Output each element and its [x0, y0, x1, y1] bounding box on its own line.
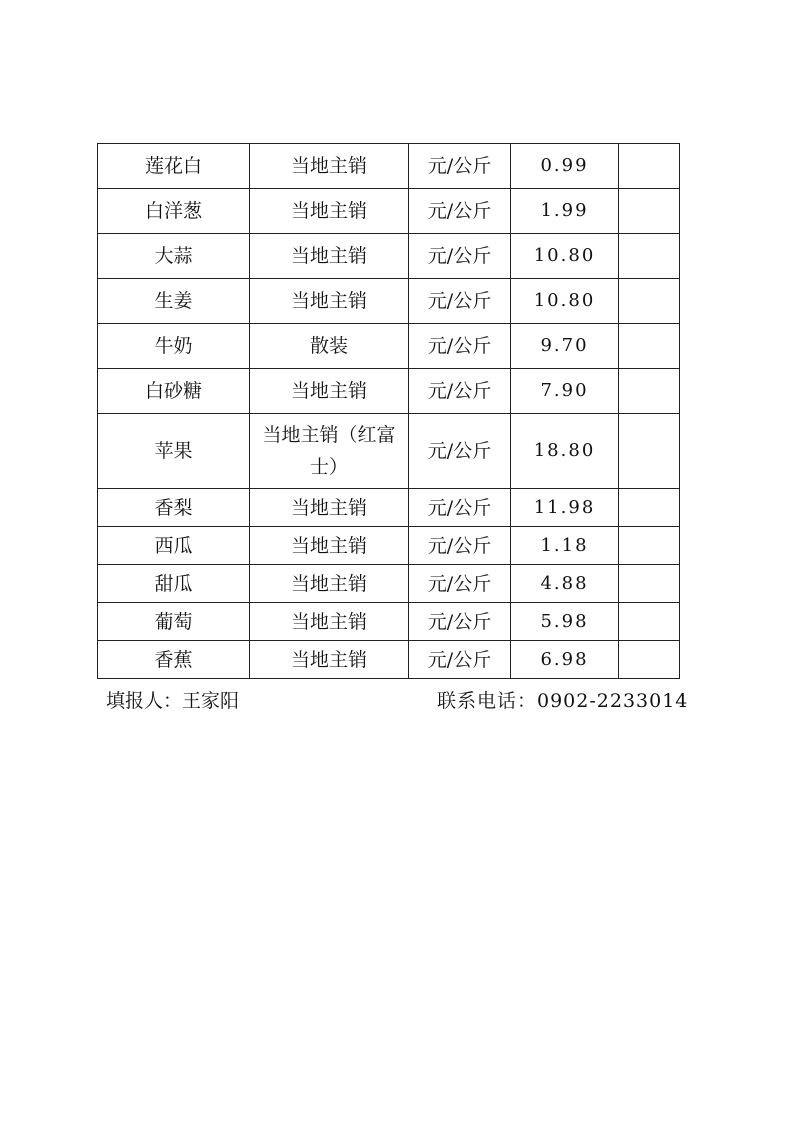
source-cell: 当地主销 — [250, 527, 409, 565]
price-cell: 10.80 — [511, 279, 619, 324]
source-cell: 当地主销 — [250, 234, 409, 279]
note-cell — [619, 234, 680, 279]
source-cell: 当地主销 — [250, 489, 409, 527]
note-cell — [619, 565, 680, 603]
table-row — [98, 324, 680, 369]
item-name-cell: 莲花白 — [98, 144, 250, 189]
note-cell — [619, 641, 680, 679]
unit-cell: 元/公斤 — [409, 324, 511, 369]
note-cell — [619, 414, 680, 489]
unit-cell: 元/公斤 — [409, 144, 511, 189]
table-row — [98, 279, 680, 324]
note-cell — [619, 144, 680, 189]
item-name-cell: 苹果 — [98, 414, 250, 489]
unit-cell: 元/公斤 — [409, 489, 511, 527]
price-cell: 18.80 — [511, 414, 619, 489]
price-cell: 10.80 — [511, 234, 619, 279]
table-row — [98, 144, 680, 189]
price-cell: 1.18 — [511, 527, 619, 565]
unit-cell: 元/公斤 — [409, 527, 511, 565]
note-cell — [619, 527, 680, 565]
note-cell — [619, 279, 680, 324]
table-row — [98, 565, 680, 603]
table-row — [98, 527, 680, 565]
source-cell: 当地主销 — [250, 565, 409, 603]
unit-cell: 元/公斤 — [409, 603, 511, 641]
unit-cell: 元/公斤 — [409, 369, 511, 414]
unit-cell: 元/公斤 — [409, 641, 511, 679]
note-cell — [619, 324, 680, 369]
source-cell: 当地主销 — [250, 369, 409, 414]
price-cell: 9.70 — [511, 324, 619, 369]
contact-phone: 联系电话：0902-2233014 — [437, 690, 689, 712]
table-row — [98, 641, 680, 679]
price-table-body — [98, 144, 680, 679]
price-cell: 1.99 — [511, 189, 619, 234]
note-cell — [619, 369, 680, 414]
item-name-cell: 西瓜 — [98, 527, 250, 565]
price-cell: 5.98 — [511, 603, 619, 641]
item-name-cell: 白洋葱 — [98, 189, 250, 234]
item-name-cell: 甜瓜 — [98, 565, 250, 603]
unit-cell: 元/公斤 — [409, 189, 511, 234]
source-cell: 当地主销 — [250, 603, 409, 641]
unit-cell: 元/公斤 — [409, 279, 511, 324]
source-cell: 当地主销 — [250, 144, 409, 189]
unit-cell: 元/公斤 — [409, 565, 511, 603]
price-cell: 4.88 — [511, 565, 619, 603]
source-cell: 当地主销（红富士） — [250, 414, 409, 489]
table-row — [98, 489, 680, 527]
price-cell: 11.98 — [511, 489, 619, 527]
table-row — [98, 234, 680, 279]
price-cell: 7.90 — [511, 369, 619, 414]
table-row — [98, 369, 680, 414]
item-name-cell: 生姜 — [98, 279, 250, 324]
item-name-cell: 白砂糖 — [98, 369, 250, 414]
table-row — [98, 189, 680, 234]
price-cell: 6.98 — [511, 641, 619, 679]
item-name-cell: 牛奶 — [98, 324, 250, 369]
note-cell — [619, 189, 680, 234]
price-table — [97, 143, 680, 679]
reporter-label: 填报人：王家阳 — [106, 690, 240, 712]
unit-cell: 元/公斤 — [409, 414, 511, 489]
note-cell — [619, 603, 680, 641]
price-cell: 0.99 — [511, 144, 619, 189]
source-cell: 当地主销 — [250, 641, 409, 679]
item-name-cell: 大蒜 — [98, 234, 250, 279]
note-cell — [619, 489, 680, 527]
table-row — [98, 414, 680, 489]
item-name-cell: 葡萄 — [98, 603, 250, 641]
unit-cell: 元/公斤 — [409, 234, 511, 279]
item-name-cell: 香梨 — [98, 489, 250, 527]
table-row — [98, 603, 680, 641]
source-cell: 当地主销 — [250, 279, 409, 324]
item-name-cell: 香蕉 — [98, 641, 250, 679]
source-cell: 当地主销 — [250, 189, 409, 234]
source-cell: 散装 — [250, 324, 409, 369]
